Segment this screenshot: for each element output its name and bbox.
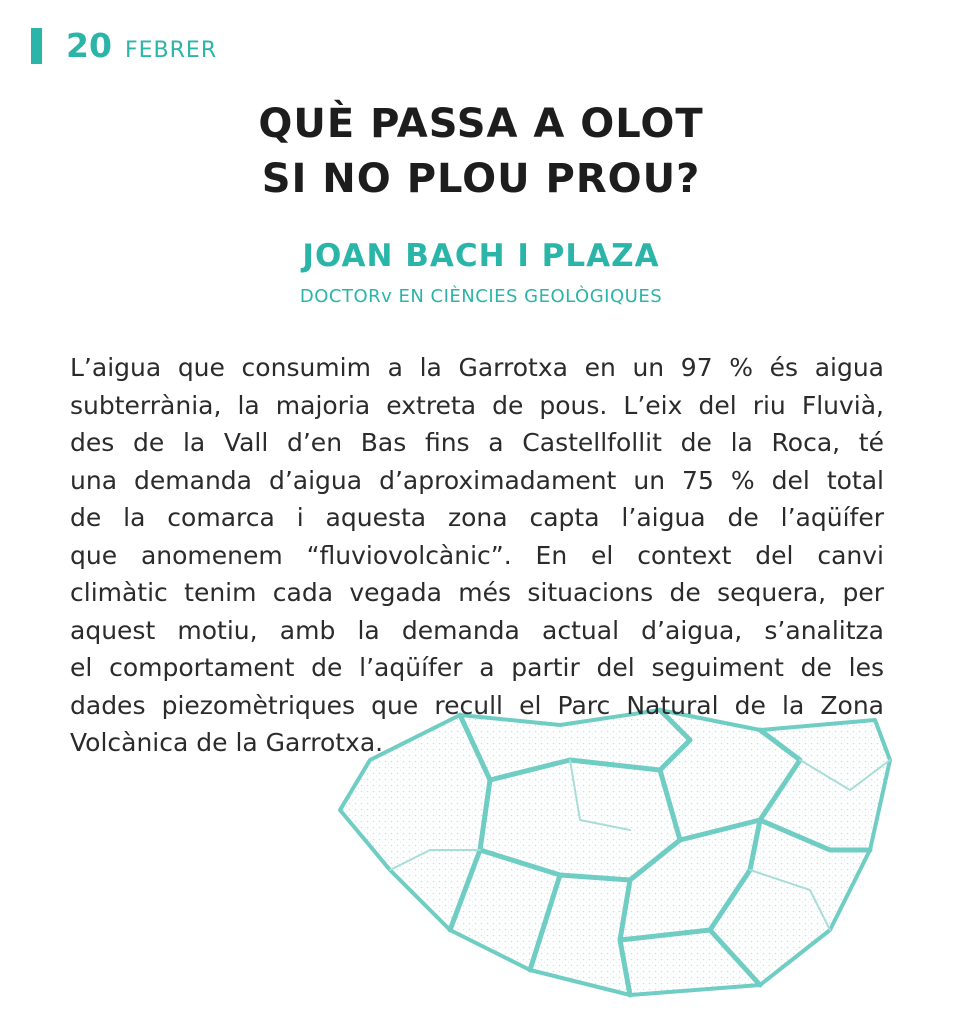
body-line: de la comarca i aquesta zona capta l’aigua de l’aqüífer [70, 503, 884, 532]
body-line: el comportament de l’aqüífer a partir del seguiment de les [70, 653, 884, 682]
author-role: DOCTORv EN CIÈNCIES GEOLÒGIQUES [299, 286, 663, 307]
body-line: subterrània, la majoria extreta de pous. L’eix del riu Fluvià, [70, 390, 884, 420]
body-line: Volcànica de la Garrotxa. [70, 728, 384, 757]
body-line: una demanda d’aigua d’aproximadament un 75 % del total [70, 465, 884, 495]
article-body [70, 349, 884, 762]
body-line: aquest motiu, amb la demanda actual d’aigua, s’analitza [70, 615, 884, 645]
article-title-line-2: SI NO PLOU PROU? [261, 156, 701, 202]
date-month: FEBRER [125, 38, 218, 63]
date-accent-bar [31, 28, 42, 64]
body-line: climàtic tenim cada vegada més situacions de sequera, per [70, 578, 884, 607]
body-line: que anomenem “fluviovolcànic”. En el context del canvi [70, 540, 884, 570]
body-line: L’aigua que consumim a la Garrotxa en un 97 % és aigua [70, 353, 884, 382]
article-title-line-1: QUÈ PASSA A OLOT [258, 101, 704, 147]
body-line: dades piezomètriques que recull el Parc Natural de la Zona [70, 690, 884, 720]
date-day: 20 [66, 26, 112, 65]
author-name: JOAN BACH I PLAZA [302, 238, 660, 274]
body-line: des de la Vall d’en Bas fins a Castellfollit de la Roca, té [70, 428, 884, 457]
